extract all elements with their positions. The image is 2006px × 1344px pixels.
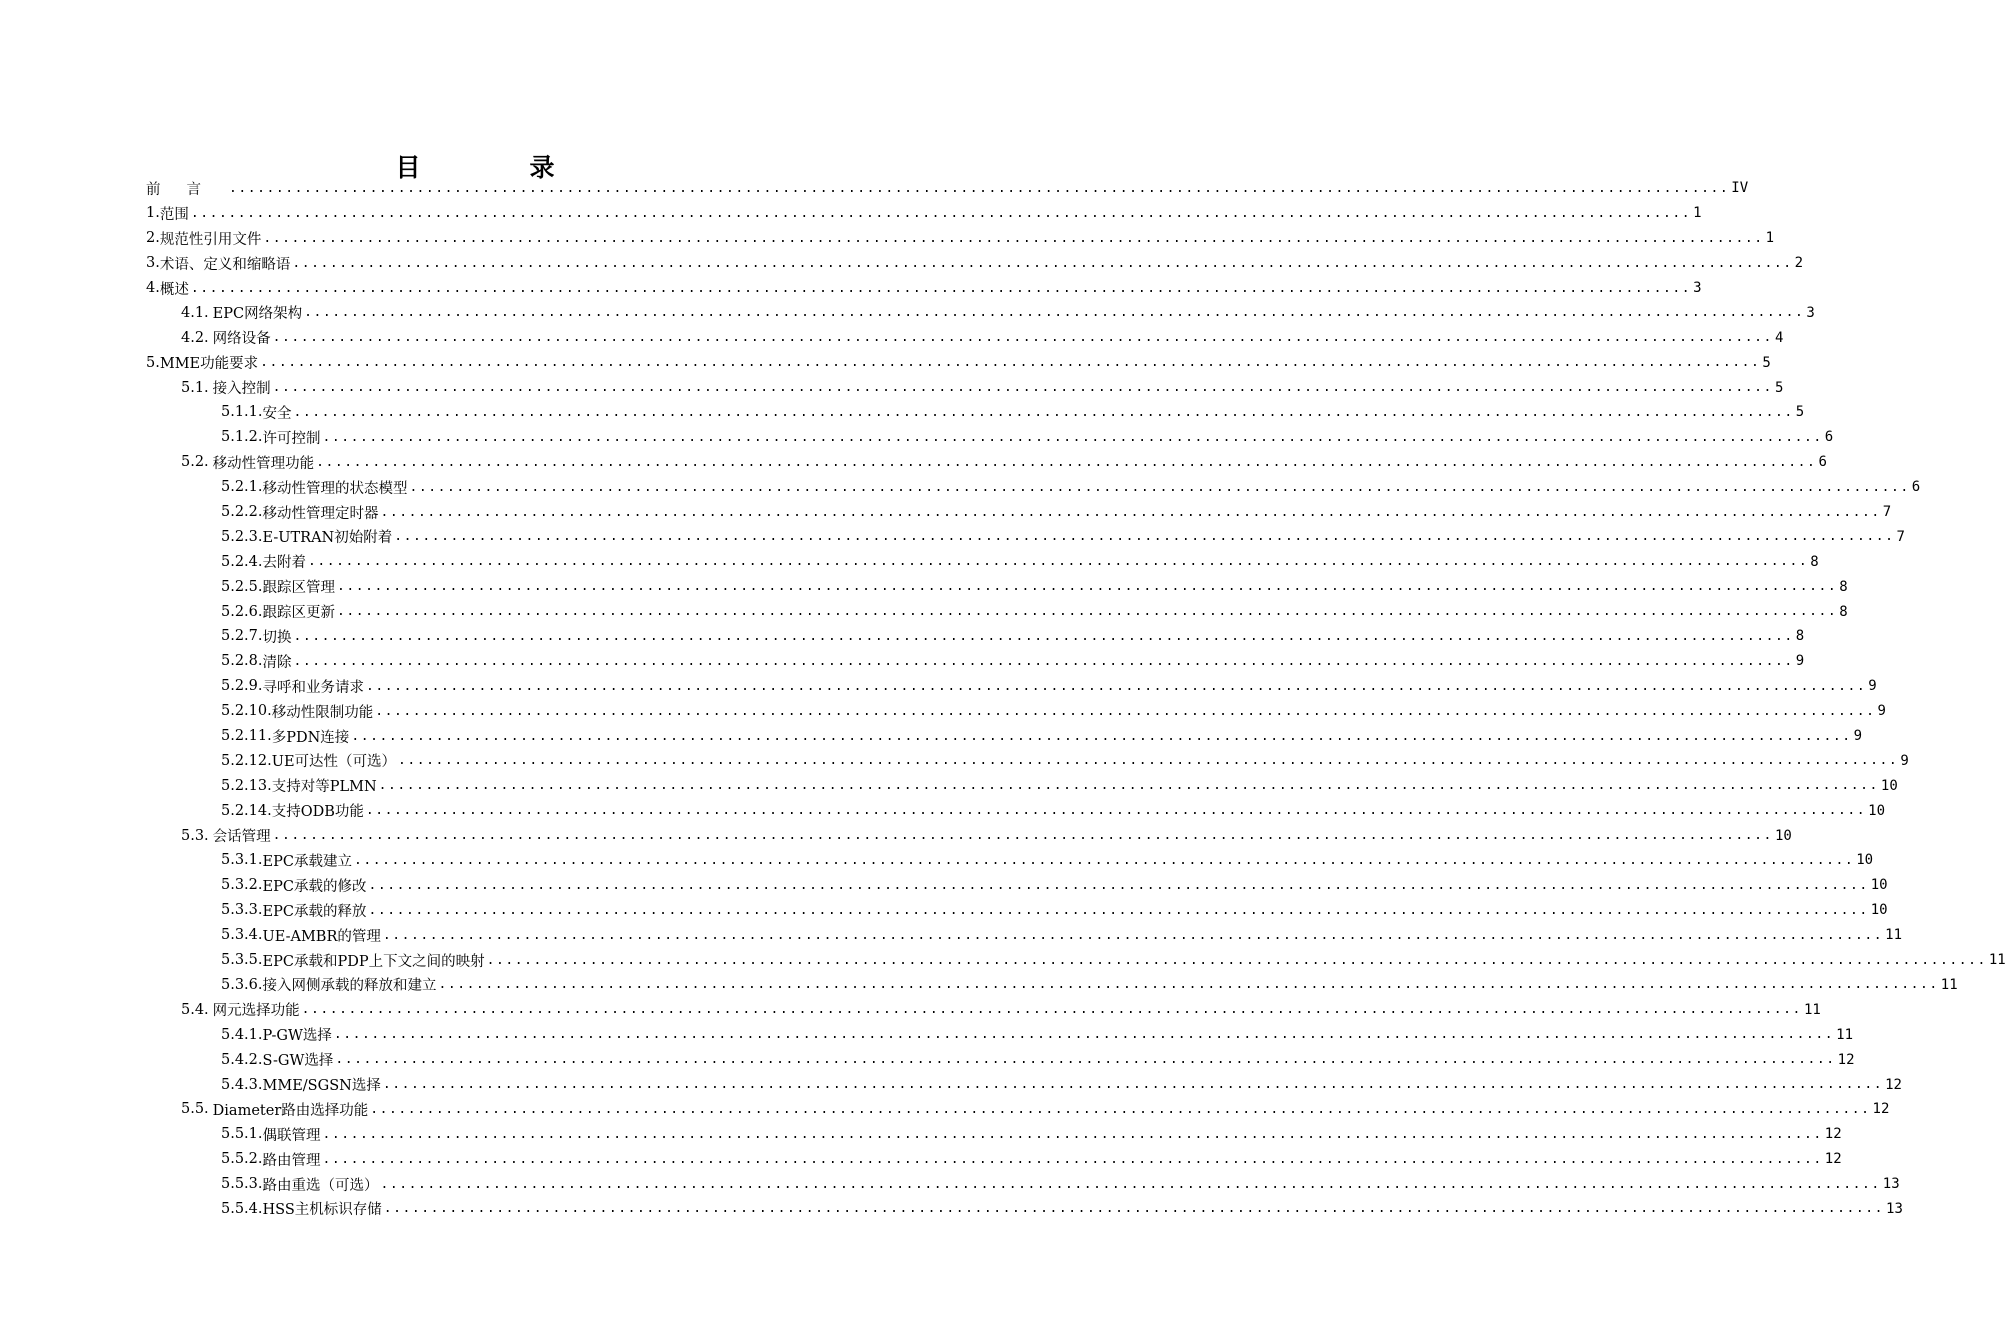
toc-entry-title: 支持ODB功能: [271, 804, 364, 821]
dot-leader: ................................................................................................................................................................: [409, 479, 1910, 495]
toc-entry-number: 5.5.1.: [221, 1126, 263, 1143]
toc-entry-page-number: 11: [1803, 1001, 1821, 1018]
toc-entry-number: 5.4.3.: [221, 1076, 263, 1093]
toc-entry-number: 5.5.4.: [221, 1200, 263, 1217]
toc-entry[interactable]: [146, 649, 1805, 674]
dot-leader: ................................................................................................................................................................: [486, 952, 1987, 968]
toc-entry[interactable]: [146, 1072, 1902, 1097]
toc-entry-title: 支持对等PLMN: [271, 779, 377, 796]
toc-entry-page-number: 12: [1824, 1126, 1842, 1143]
dot-leader: ................................................................................................................................................................: [272, 380, 1773, 396]
dot-leader: ................................................................................................................................................................: [365, 803, 1867, 819]
dot-leader: ................................................................................................................................................................: [272, 330, 1773, 346]
toc-entry-number: 5.2.12.: [221, 752, 272, 769]
toc-entry-page-number: 8: [1839, 578, 1848, 595]
toc-entry[interactable]: [146, 201, 1702, 226]
dot-leader: ................................................................................................................................................................: [263, 230, 1764, 246]
table-of-contents: [146, 176, 2006, 1221]
toc-entry-title: 移动性限制功能: [271, 704, 374, 721]
dot-leader: ................................................................................................................................................................: [272, 828, 1773, 844]
toc-entry-title: 跟踪区管理: [262, 580, 336, 597]
toc-entry[interactable]: [146, 997, 1821, 1022]
toc-entry-page-number: 12: [1837, 1051, 1855, 1068]
toc-entry-number: 5.2.1.: [221, 479, 263, 496]
toc-entry-number: 4.1.: [181, 304, 209, 321]
toc-entry[interactable]: [146, 798, 1886, 823]
toc-entry-title: 网元选择功能: [212, 1003, 300, 1020]
toc-entry[interactable]: [146, 1147, 1842, 1172]
toc-entry[interactable]: [146, 848, 1874, 873]
toc-entry-number: 5.2.3.: [221, 528, 263, 545]
toc-entry-number: 5.4.2.: [221, 1051, 263, 1068]
toc-entry-page-number: 2: [1794, 255, 1804, 272]
toc-entry-page-number: 5: [1795, 404, 1805, 421]
toc-entry-title: UE可达性（可选）: [271, 754, 397, 771]
toc-entry[interactable]: [146, 1022, 1853, 1047]
toc-entry-title: 安全: [262, 405, 292, 422]
dot-leader: ................................................................................................................................................................: [292, 255, 1793, 271]
toc-entry-page-number: 9: [1900, 752, 1909, 769]
toc-entry-title: EPC网络架构: [212, 306, 303, 323]
toc-entry[interactable]: [146, 724, 1863, 749]
toc-entry-number: 5.1.2.: [221, 429, 263, 446]
toc-entry-title: 偶联管理: [262, 1127, 321, 1144]
toc-entry-title: 移动性管理功能: [212, 455, 315, 472]
toc-entry-page-number: 13: [1886, 1200, 1903, 1217]
toc-entry-title: 路由管理: [262, 1152, 321, 1169]
toc-entry-page-number: 3: [1806, 304, 1815, 321]
toc-entry[interactable]: [146, 1097, 1890, 1122]
toc-entry-title: Diameter路由选择功能: [212, 1102, 369, 1119]
toc-entry[interactable]: [146, 973, 1958, 998]
toc-entry-title: 移动性管理定时器: [262, 505, 379, 522]
toc-entry-page-number: 11: [1885, 927, 1903, 944]
toc-entry[interactable]: [146, 624, 1805, 649]
dot-leader: ................................................................................................................................................................: [337, 579, 1838, 595]
dot-leader: ................................................................................................................................................................: [382, 1077, 1884, 1092]
toc-entry-number: 5.1.1.: [221, 404, 263, 421]
toc-entry-title: 接入控制: [212, 381, 271, 398]
dot-leader: ................................................................................................................................................................: [190, 280, 1692, 296]
toc-entry-number: 5.2.7.: [221, 628, 263, 645]
toc-entry-page-number: 6: [1818, 454, 1827, 471]
toc-entry-title: 寻呼和业务请求: [262, 679, 365, 696]
toc-entry-page-number: 9: [1795, 653, 1805, 670]
toc-entry-title: EPC承载的释放: [262, 903, 367, 920]
dot-leader: ................................................................................................................................................................: [378, 778, 1879, 794]
toc-entry[interactable]: [146, 300, 1815, 325]
toc-entry-page-number: 10: [1870, 877, 1888, 894]
toc-entry-page-number: 7: [1882, 504, 1892, 521]
dot-leader: ................................................................................................................................................................: [333, 1027, 1835, 1043]
toc-entry-title: E-UTRAN初始附着: [262, 530, 393, 547]
toc-entry-number: 5.2.11.: [221, 728, 272, 745]
dot-leader: ................................................................................................................................................................: [322, 1126, 1823, 1142]
dot-leader: ................................................................................................................................................................: [301, 1002, 1802, 1018]
toc-entry-page-number: IV: [1731, 180, 1749, 197]
toc-entry[interactable]: [146, 574, 1848, 599]
toc-entry-title: MME功能要求: [159, 356, 259, 373]
dot-leader: ................................................................................................................................................................: [293, 404, 1794, 420]
toc-entry-page-number: 8: [1810, 553, 1819, 570]
toc-entry-page-number: 8: [1839, 603, 1848, 620]
toc-entry-page-number: 12: [1885, 1076, 1902, 1093]
toc-entry-page-number: 13: [1882, 1176, 1900, 1193]
dot-leader: ................................................................................................................................................................: [351, 728, 1852, 744]
toc-entry[interactable]: [146, 425, 1834, 450]
toc-entry-title: 规范性引用文件: [159, 231, 262, 248]
dot-leader: ................................................................................................................................................................: [370, 1101, 1871, 1117]
toc-entry-page-number: 5: [1774, 379, 1784, 396]
toc-entry-number: 2.: [146, 230, 160, 247]
dot-leader: ................................................................................................................................................................: [398, 753, 1899, 769]
dot-leader: ................................................................................................................................................................: [366, 678, 1867, 694]
toc-entry-number: 5.2.13.: [221, 777, 272, 794]
toc-entry-title: 接入网侧承载的释放和建立: [262, 978, 437, 995]
toc-entry-title: 范围: [159, 206, 189, 223]
toc-entry-page-number: 9: [1853, 728, 1863, 745]
toc-entry-number: 5.3.4.: [221, 927, 263, 944]
toc-entry[interactable]: [146, 1172, 1900, 1197]
dot-leader: ................................................................................................................................................................: [304, 305, 1805, 321]
dot-leader: ................................................................................................................................................................: [353, 852, 1855, 868]
toc-entry-number: 5.2.14.: [221, 802, 272, 819]
toc-entry-title: HSS主机标识存储: [262, 1202, 382, 1219]
toc-entry-title: EPC承载的修改: [262, 878, 367, 895]
toc-entry-page-number: 9: [1877, 703, 1886, 720]
toc-entry[interactable]: [146, 1197, 1903, 1222]
toc-entry-page-number: 10: [1880, 777, 1898, 794]
dot-leader: ................................................................................................................................................................: [375, 703, 1876, 719]
toc-entry-page-number: 10: [1856, 852, 1874, 869]
toc-entry-title: S-GW选择: [262, 1053, 334, 1070]
toc-entry[interactable]: [146, 549, 1819, 574]
toc-entry[interactable]: [146, 325, 1784, 350]
toc-entry-number: 5.: [146, 354, 160, 371]
toc-entry-title: P-GW选择: [262, 1028, 332, 1045]
dot-leader: ................................................................................................................................................................: [337, 604, 1838, 620]
toc-entry-page-number: 6: [1824, 429, 1834, 446]
toc-entry-page-number: 8: [1795, 628, 1805, 645]
toc-entry-title: 去附着: [262, 555, 307, 572]
toc-entry-number: 5.2.5.: [221, 578, 263, 595]
toc-entry-page-number: 7: [1896, 528, 1905, 545]
toc-entry-title: 移动性管理的状态模型: [262, 480, 408, 497]
dot-leader: ................................................................................................................................................................: [322, 1151, 1823, 1167]
toc-entry[interactable]: [146, 823, 1792, 848]
toc-entry[interactable]: [146, 500, 1892, 525]
toc-entry-number: 5.2.10.: [221, 703, 272, 720]
toc-entry-title: 网络设备: [212, 331, 271, 348]
toc-entry-number: 3.: [146, 255, 160, 272]
toc-entry-title: 前言: [146, 181, 227, 198]
toc-entry[interactable]: [146, 898, 1888, 923]
toc-entry[interactable]: [146, 1122, 1842, 1147]
dot-leader: ................................................................................................................................................................: [229, 180, 1730, 196]
toc-entry-title: 路由重选（可选）: [262, 1177, 379, 1194]
toc-entry-page-number: 11: [1836, 1026, 1853, 1043]
toc-entry-page-number: 5: [1762, 354, 1771, 371]
toc-entry-number: 5.3.: [181, 827, 209, 844]
toc-entry-number: 5.2.: [181, 454, 209, 471]
toc-entry-title: 切换: [262, 629, 292, 646]
dot-leader: ................................................................................................................................................................: [335, 1052, 1836, 1068]
toc-entry-number: 5.5.: [181, 1101, 209, 1118]
toc-entry[interactable]: [146, 226, 1775, 251]
toc-entry-title: EPC承载和PDP上下文之间的映射: [262, 953, 485, 970]
toc-entry[interactable]: [146, 923, 1903, 948]
toc-entry-page-number: 9: [1868, 678, 1877, 695]
dot-leader: ................................................................................................................................................................: [380, 504, 1881, 520]
toc-entry-page-number: 6: [1911, 479, 1921, 496]
dot-leader: ................................................................................................................................................................: [190, 205, 1692, 221]
toc-entry-number: 5.3.5.: [221, 952, 263, 969]
dot-leader: ................................................................................................................................................................: [260, 355, 1761, 371]
toc-entry-number: 4.2.: [181, 329, 209, 346]
toc-entry[interactable]: [146, 400, 1805, 425]
toc-entry[interactable]: [146, 599, 1848, 624]
toc-entry-number: 4.: [146, 280, 160, 296]
dot-leader: ................................................................................................................................................................: [438, 977, 1939, 993]
toc-entry-number: 5.3.1.: [221, 852, 263, 869]
dot-leader: ................................................................................................................................................................: [293, 628, 1794, 644]
toc-entry-title: 跟踪区更新: [262, 605, 336, 622]
toc-entry-title: 多PDN连接: [271, 729, 350, 746]
toc-entry[interactable]: [146, 1047, 1855, 1072]
toc-entry-number: 5.2.8.: [221, 653, 263, 670]
toc-entry-title: 概述: [159, 281, 189, 298]
dot-leader: ................................................................................................................................................................: [368, 877, 1869, 893]
toc-entry[interactable]: [146, 748, 1909, 773]
toc-entry[interactable]: [146, 524, 1905, 549]
toc-entry[interactable]: [146, 276, 1702, 301]
toc-entry[interactable]: [146, 475, 1921, 500]
toc-entry-number: 5.4.: [181, 1001, 209, 1018]
dot-leader: ................................................................................................................................................................: [316, 454, 1817, 470]
toc-entry[interactable]: [146, 674, 1877, 699]
toc-entry-number: 5.2.6.: [221, 603, 263, 620]
toc-entry[interactable]: [146, 948, 2006, 973]
dot-leader: ................................................................................................................................................................: [368, 902, 1869, 918]
toc-entry-title: 许可控制: [262, 430, 321, 447]
toc-entry-title: EPC承载建立: [262, 853, 352, 870]
toc-entry-number: 5.3.2.: [221, 877, 263, 894]
toc-entry-number: 5.3.3.: [221, 902, 263, 919]
toc-entry-page-number: 10: [1868, 802, 1886, 819]
dot-leader: ................................................................................................................................................................: [380, 1176, 1881, 1192]
toc-entry[interactable]: [146, 350, 1771, 375]
toc-entry-number: 5.4.1.: [221, 1026, 263, 1043]
toc-entry[interactable]: [146, 251, 1804, 276]
dot-leader: ................................................................................................................................................................: [383, 1201, 1885, 1217]
toc-entry-number: 5.5.2.: [221, 1151, 263, 1168]
toc-entry[interactable]: [146, 450, 1827, 475]
toc-entry-title: UE-AMBR的管理: [262, 928, 381, 945]
toc-entry-number: 1.: [146, 205, 160, 222]
toc-entry-number: 5.1.: [181, 379, 209, 396]
toc-entry[interactable]: [146, 773, 1898, 798]
toc-entry-page-number: 12: [1824, 1151, 1842, 1168]
toc-entry-number: 5.2.4.: [221, 553, 263, 570]
toc-entry[interactable]: [146, 375, 1784, 400]
toc-entry-number: 5.5.3.: [221, 1176, 263, 1193]
toc-title: 目 录: [395, 152, 597, 182]
toc-entry[interactable]: [146, 699, 1886, 724]
dot-leader: ................................................................................................................................................................: [394, 529, 1895, 545]
dot-leader: ................................................................................................................................................................: [308, 554, 1809, 570]
toc-entry-page-number: 12: [1872, 1101, 1890, 1118]
dot-leader: ................................................................................................................................................................: [322, 429, 1823, 445]
toc-entry-page-number: 10: [1774, 827, 1792, 844]
toc-entry-page-number: 1: [1693, 205, 1702, 222]
dot-leader: ................................................................................................................................................................: [382, 927, 1884, 943]
toc-entry-page-number: 11: [1988, 952, 2006, 969]
toc-entry-page-number: 1: [1765, 230, 1775, 247]
toc-entry-title: 清除: [262, 654, 292, 671]
toc-entry-title: MME/SGSN选择: [262, 1078, 381, 1094]
toc-entry-page-number: 4: [1774, 329, 1784, 346]
toc-entry[interactable]: [146, 873, 1888, 898]
toc-entry-page-number: 3: [1693, 280, 1702, 296]
toc-entry-number: 5.2.2.: [221, 504, 263, 521]
toc-entry-title: 会话管理: [212, 829, 271, 846]
toc-entry-page-number: 11: [1940, 976, 1958, 993]
toc-entry-title: 术语、定义和缩略语: [159, 256, 291, 273]
toc-entry-number: 5.3.6.: [221, 976, 263, 993]
toc-entry-number: 5.2.9.: [221, 678, 263, 695]
dot-leader: ................................................................................................................................................................: [293, 653, 1794, 669]
toc-entry[interactable]: [146, 176, 1749, 201]
toc-entry-page-number: 10: [1870, 902, 1888, 919]
